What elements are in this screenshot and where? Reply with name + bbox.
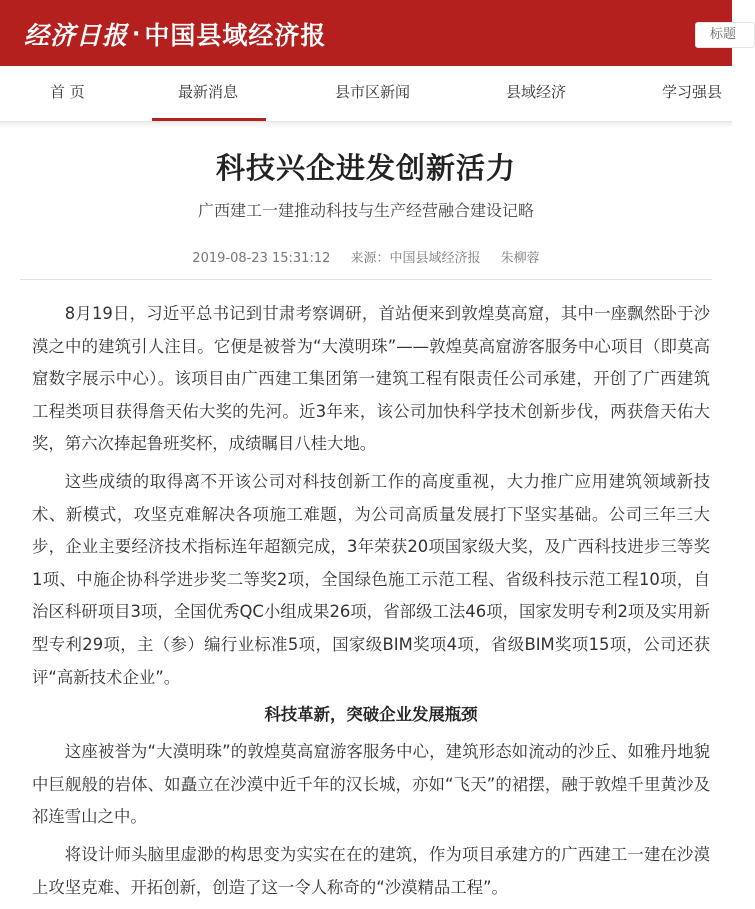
article-paragraph: 8月19日，习近平总书记到甘肃考察调研，首站便来到敦煌莫高窟，其中一座飘然卧于沙漠之中的建筑引人注目。它便是被誉为“大漠明珠”——敦煌莫高窟游客服务中心项目（即莫高窟数字展示中心）。该项目由广西建工集团第一建筑工程有限责任公司承建，开创了广西建筑工程类项目获得詹天佑大奖的先河。近3年来，该公司加快科学技术创新步伐，两获詹天佑大奖，第六次捧起鲁班奖杯，成绩瞩目八桂大地。 (32, 304, 710, 454)
nav-item-latest-news[interactable]: 最新消息 (178, 83, 239, 101)
article-paragraph: 将设计师头脑里虚渺的构思变为实实在在的建筑，作为项目承建方的广西建工一建在沙漠上攻坚克难、开拓创新，创造了这一令人称奇的“沙漠精品工程”。 (32, 844, 710, 897)
site-header (0, 0, 737, 66)
article-author: 朱柳蓉 (500, 251, 540, 266)
meta-divider (20, 279, 712, 280)
site-logo[interactable] (24, 14, 326, 54)
nav-item-home[interactable]: 首 页 (50, 83, 85, 101)
nav-active-indicator (152, 118, 266, 121)
article-datetime: 2019-08-23 15:31:12 (192, 251, 331, 266)
article-paragraph: 这些成绩的取得离不开该公司对科技创新工作的高度重视，大力推广应用建筑领域新技术、新模式，攻坚克难解决各项施工难题，为公司高质量发展打下坚实基础。公司三年三大步，企业主要经济技术指标连年超额完成，3年荣获20项国家级大奖，及广西科技进步三等奖1项、中施企协科学进步奖二等奖2项，全国绿色施工示范工程、省级科技示范工程10项，自治区科研项目3项，全国优秀QC小组成果26项，省部级工法46项，国家发明专利2项及实用新型专利29项，主（参）编行业标准5项，国家级BIM奖项4项，省级BIM奖项15项，公司还获评“高新技术企业”。 (32, 471, 710, 687)
article-body (32, 298, 710, 909)
article-paragraph: 这座被誉为“大漠明珠”的敦煌莫高窟游客服务中心，建筑形态如流动的沙丘、如雅丹地貌中巨舰般的岩体、如矗立在沙漠中近千年的汉长城，亦如“飞天”的裙摆，融于敦煌千里黄沙及祁连雪山之中。 (32, 742, 710, 827)
article-title: 科技兴企进发创新活力 (215, 151, 516, 185)
nav-item-county-news[interactable]: 县市区新闻 (335, 83, 411, 101)
main-nav (0, 66, 732, 122)
logo-separator: · (132, 21, 141, 47)
logo-main-text: 中国县域经济报 (144, 21, 327, 50)
nav-item-county-economy[interactable]: 县域经济 (506, 83, 567, 101)
article-source: 来源：中国县域经济报 (350, 251, 481, 266)
article-meta (0, 247, 732, 266)
logo-script-text: 经济日报 (24, 21, 129, 50)
article-subtitle: 广西建工一建推动科技与生产经营融合建设记略 (197, 201, 534, 220)
nav-item-study-strong-county[interactable]: 学习强县 (662, 83, 723, 101)
section-heading: 科技革新，突破企业发展瓶颈 (264, 705, 478, 725)
search-input[interactable]: 标题 (695, 22, 755, 48)
nav-shadow (0, 122, 732, 128)
